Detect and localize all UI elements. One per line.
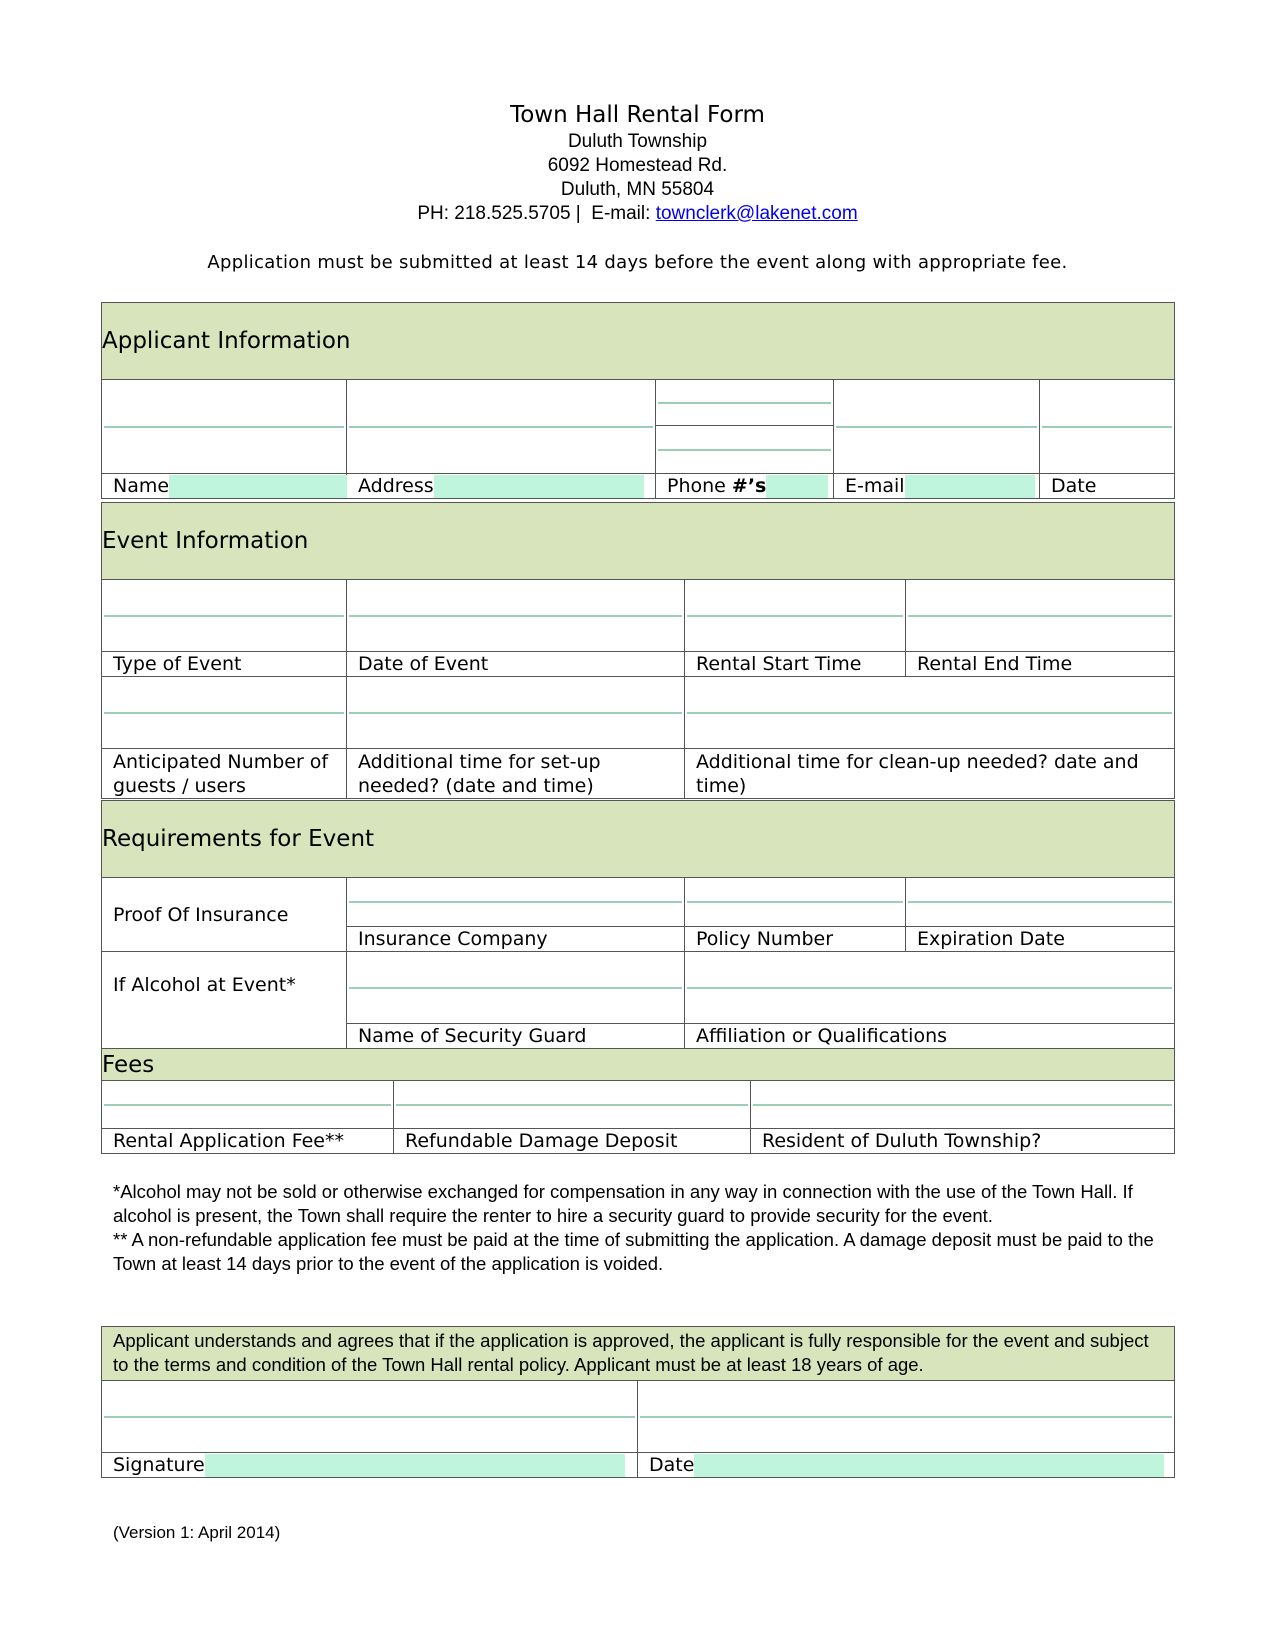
name-label: Name	[102, 474, 347, 499]
start-time-input[interactable]	[685, 580, 906, 652]
signature-date-label: Date	[638, 1453, 1175, 1478]
form-header	[0, 100, 1275, 226]
expiration-date-input[interactable]	[906, 878, 1175, 927]
alcohol-label: If Alcohol at Event*	[102, 952, 347, 1049]
cleanup-time-label: Additional time for clean-up needed? date and time)	[685, 749, 1175, 799]
fees-heading: Fees	[102, 1049, 1175, 1081]
agreement-text: Applicant understands and agrees that if the application is approved, the applicant is fully responsible for the event and subject to the terms and condition of the Town Hall rental policy. Applicant must be at least 18 years of age.	[102, 1327, 1175, 1381]
affiliation-label: Affiliation or Qualifications	[685, 1024, 1175, 1049]
email-link[interactable]: townclerk@lakenet.com	[655, 203, 858, 224]
signature-input[interactable]	[102, 1381, 638, 1453]
damage-deposit-input[interactable]	[394, 1081, 751, 1129]
fee-footnote: ** A non-refundable application fee must be paid at the time of submitting the application. A damage deposit must be paid to the Town at least 14 days prior to the event of the application is voided.	[113, 1229, 1154, 1274]
address-input[interactable]	[347, 380, 656, 474]
street-address: 6092 Homestead Rd.	[547, 155, 728, 176]
contact-line	[0, 202, 1275, 226]
insurance-company-label: Insurance Company	[347, 927, 685, 952]
submission-notice: Application must be submitted at least 14 days before the event along with appropriate fee.	[207, 252, 1068, 273]
city-state-zip: Duluth, MN 55804	[560, 179, 715, 200]
application-fee-input[interactable]	[102, 1081, 394, 1129]
start-time-label: Rental Start Time	[685, 652, 906, 677]
application-fee-label: Rental Application Fee**	[102, 1129, 394, 1154]
setup-time-label: Additional time for set-up needed? (date and time)	[347, 749, 685, 799]
email-input[interactable]	[834, 380, 1040, 474]
phone-label: Phone #’s	[656, 474, 834, 499]
version-note: (Version 1: April 2014)	[113, 1523, 281, 1542]
insurance-label: Proof Of Insurance	[102, 878, 347, 952]
alcohol-footnote: *Alcohol may not be sold or otherwise exchanged for compensation in any way in connection with the use of the Town Hall. If alcohol is present, the Town shall require the renter to hire a security guard to provide security for the event.	[113, 1181, 1133, 1226]
cleanup-time-input[interactable]	[685, 677, 1175, 749]
insurance-company-input[interactable]	[347, 878, 685, 927]
name-input[interactable]	[102, 380, 347, 474]
security-guard-input[interactable]	[347, 952, 685, 1024]
setup-time-input[interactable]	[347, 677, 685, 749]
policy-number-input[interactable]	[685, 878, 906, 927]
damage-deposit-label: Refundable Damage Deposit	[394, 1129, 751, 1154]
address-label: Address	[347, 474, 656, 499]
event-table	[101, 502, 1175, 799]
form-title: Town Hall Rental Form	[510, 102, 765, 128]
event-heading: Event Information	[102, 503, 1175, 580]
resident-label: Resident of Duluth Township?	[751, 1129, 1175, 1154]
requirements-table	[101, 800, 1175, 1049]
requirements-heading: Requirements for Event	[102, 801, 1175, 878]
applicant-table	[101, 302, 1175, 499]
agreement-table	[101, 1326, 1175, 1478]
signature-label: Signature	[102, 1453, 638, 1478]
event-type-input[interactable]	[102, 580, 347, 652]
phone-text: PH: 218.525.5705 | E-mail:	[417, 203, 656, 224]
fees-table	[101, 1048, 1175, 1154]
date-input[interactable]	[1040, 380, 1175, 474]
end-time-input[interactable]	[906, 580, 1175, 652]
affiliation-input[interactable]	[685, 952, 1175, 1024]
event-date-input[interactable]	[347, 580, 685, 652]
guests-label: Anticipated Number of guests / users	[102, 749, 347, 799]
guests-input[interactable]	[102, 677, 347, 749]
expiration-date-label: Expiration Date	[906, 927, 1175, 952]
policy-number-label: Policy Number	[685, 927, 906, 952]
org-name: Duluth Township	[567, 131, 708, 152]
resident-input[interactable]	[751, 1081, 1175, 1129]
event-type-label: Type of Event	[102, 652, 347, 677]
date-label: Date	[1040, 474, 1175, 499]
applicant-heading: Applicant Information	[102, 303, 1175, 380]
phone-input-2[interactable]	[656, 426, 834, 474]
signature-date-input[interactable]	[638, 1381, 1175, 1453]
security-guard-label: Name of Security Guard	[347, 1024, 685, 1049]
event-date-label: Date of Event	[347, 652, 685, 677]
end-time-label: Rental End Time	[906, 652, 1175, 677]
footnotes	[113, 1180, 1163, 1276]
email-label: E-mail	[834, 474, 1040, 499]
phone-input-1[interactable]	[656, 380, 834, 426]
